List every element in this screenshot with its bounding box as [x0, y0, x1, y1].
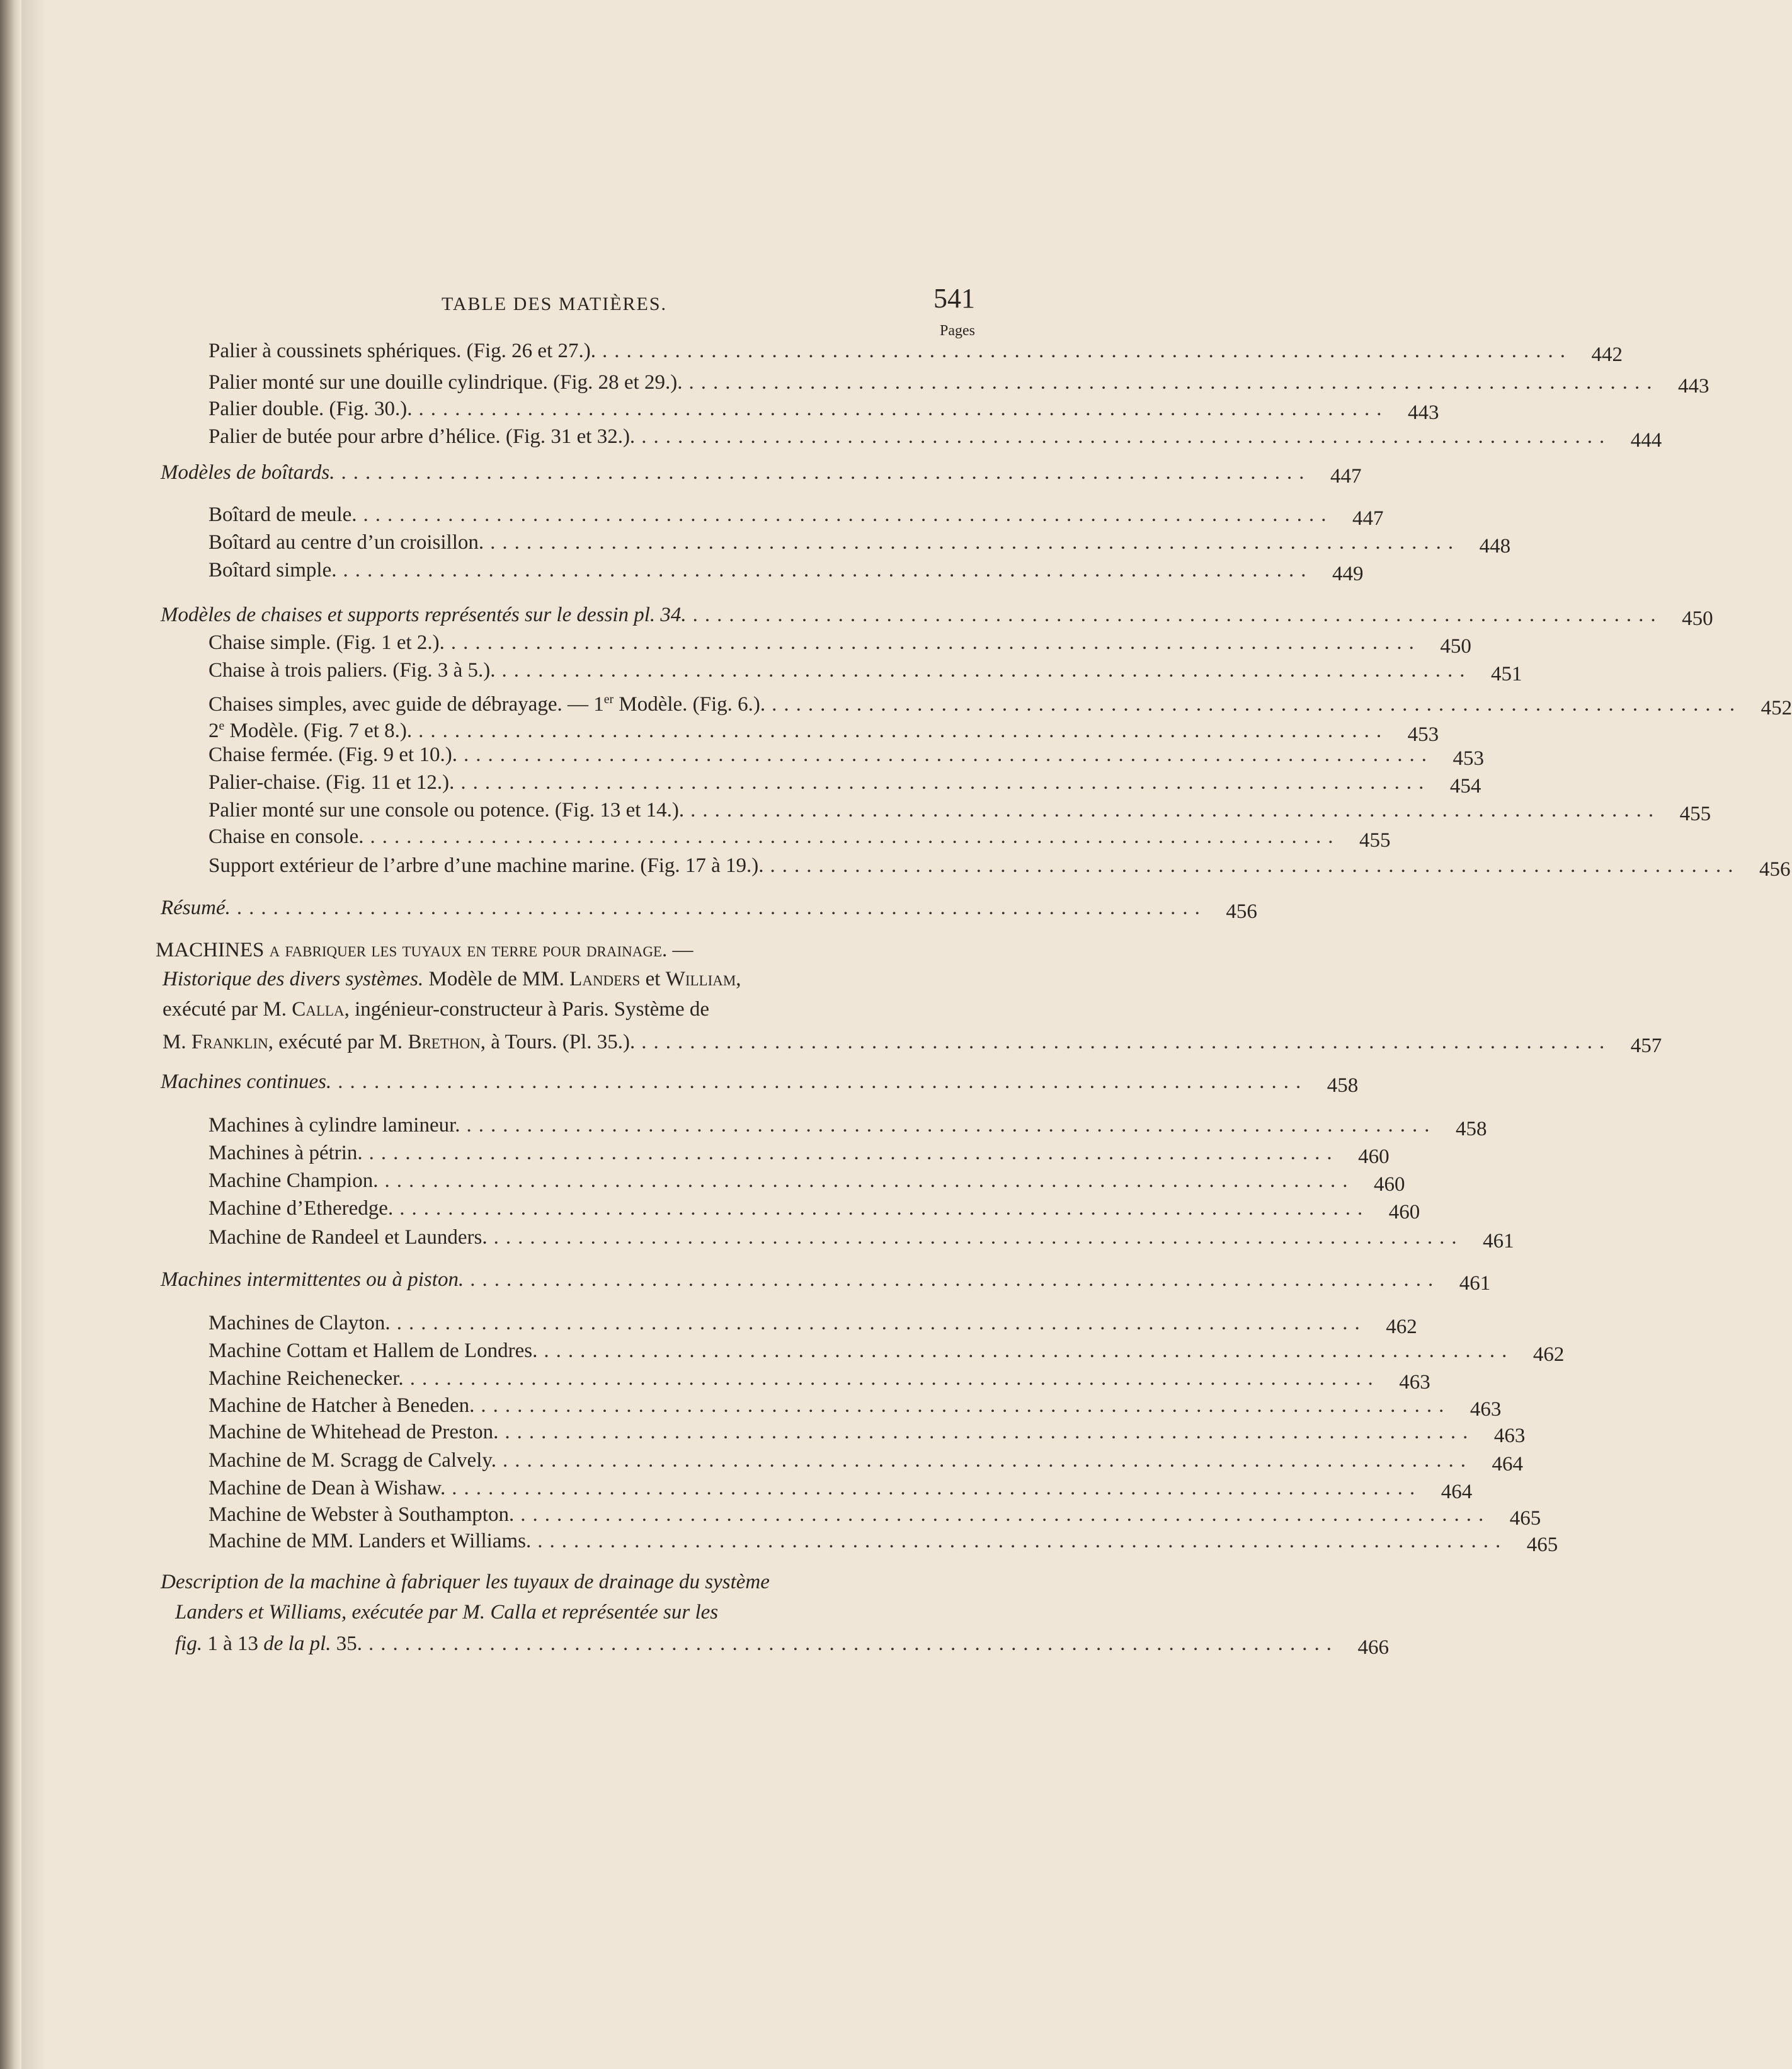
toc-entry: [208, 1111, 1487, 1140]
dot-leader: ................................................................................: [505, 1421, 1475, 1443]
page-number: 541: [933, 283, 975, 314]
entry-page-number: 443: [1408, 401, 1439, 424]
dot-leader: ................................................................................: [520, 1503, 1491, 1526]
entry-label: [208, 1224, 488, 1251]
toc-entry: [161, 894, 1257, 923]
entry-page-number: 466: [1357, 1636, 1389, 1659]
toc-entry: [208, 852, 1791, 881]
entry-text-run: Modèle. (Fig. 7 et 8.).: [224, 719, 413, 742]
toc-entry-continuation: [156, 936, 693, 964]
entry-page-number: 464: [1441, 1481, 1473, 1503]
entry-page-number: 443: [1677, 375, 1709, 398]
entry-label: [161, 601, 687, 629]
toc-entry-continuation: [161, 1568, 770, 1596]
entry-text-run: Boîtard au centre d’un croisillon.: [208, 531, 484, 554]
dot-leader: ................................................................................: [688, 371, 1659, 394]
entry-text-run: fig.: [175, 1632, 203, 1655]
entry-label: [208, 1418, 498, 1446]
entry-text-run: Machine d’Etheredge.: [208, 1197, 394, 1220]
entry-text-run: Machine Cottam et Hallem de Londres.: [208, 1339, 538, 1362]
entry-label: [208, 1447, 496, 1474]
entry-page-number: 454: [1449, 775, 1481, 798]
entry-text-run: Palier monté sur une console ou potence. (Fig. 13 et 14.).: [208, 799, 685, 822]
entry-label: [208, 769, 454, 796]
page-binding-edge: [0, 0, 21, 2069]
entry-text-run: MACHINES: [156, 939, 270, 961]
entry-text-run: Landers: [569, 968, 641, 990]
entry-label: [175, 1598, 718, 1626]
toc-entry: [208, 1167, 1405, 1196]
dot-leader: ................................................................................: [690, 799, 1661, 822]
entry-text-run: Historique des divers systèmes.: [163, 968, 424, 990]
entry-page-number: 453: [1452, 747, 1484, 770]
entry-label: [208, 656, 496, 684]
toc-entry: [208, 501, 1384, 530]
dot-leader: ................................................................................: [399, 1197, 1370, 1220]
entry-text-run: Support extérieur de l’arbre d’une machine marine. (Fig. 17 à 19.).: [208, 854, 764, 877]
entry-text-run: a fabriquer les tuyaux en terre pour drainage.: [269, 939, 668, 961]
entry-label: [208, 823, 364, 851]
entry-label: [208, 852, 764, 880]
dot-leader: ................................................................................: [460, 771, 1431, 794]
entry-label: [208, 629, 445, 656]
dot-leader: ................................................................................: [466, 1114, 1437, 1137]
entry-label: [163, 1028, 635, 1056]
dot-leader: ................................................................................: [772, 693, 1742, 716]
entry-text-run: Modèle de MM.: [423, 968, 570, 990]
entry-page-number: 452: [1761, 697, 1792, 719]
entry-page-number: 463: [1399, 1371, 1430, 1394]
toc-entry: [208, 1392, 1502, 1421]
entry-page-number: 456: [1226, 900, 1257, 923]
entry-text-run: Modèle. (Fig. 6.).: [614, 693, 766, 716]
entry-page-number: 464: [1492, 1453, 1523, 1476]
dot-leader: ................................................................................: [470, 1268, 1441, 1291]
dot-leader: ................................................................................: [409, 1367, 1380, 1390]
dot-leader: ................................................................................: [501, 659, 1472, 682]
entry-label: [208, 1365, 404, 1392]
dot-leader: ................................................................................: [236, 897, 1207, 919]
toc-entry: [208, 1139, 1390, 1168]
entry-page-number: 463: [1493, 1424, 1526, 1447]
toc-entry: [208, 656, 1522, 685]
entry-text-run: Landers et Williams, exécutée par M. Calla et représentée sur les: [175, 1601, 719, 1624]
entry-page-number: 444: [1630, 429, 1662, 452]
entry-page-number: 465: [1509, 1507, 1541, 1530]
toc-entry: [208, 1195, 1420, 1224]
entry-label: [161, 459, 335, 486]
toc-entry: [208, 1501, 1541, 1530]
entry-text-run: , à Tours. (Pl. 35.).: [480, 1031, 636, 1053]
entry-page-number: 455: [1359, 829, 1391, 852]
toc-entry: [208, 423, 1662, 452]
entry-text-run: Boîtard de meule.: [208, 503, 357, 526]
entry-text-run: Machines à cylindre lamineur.: [208, 1114, 460, 1137]
toc-entry-continuation: [163, 995, 709, 1023]
entry-text-run: William: [665, 968, 736, 990]
entry-label: [208, 796, 684, 824]
entry-text-run: Palier de butée pour arbre d’hélice. (Fig. 31 et 32.).: [208, 425, 636, 448]
toc-entry: [208, 1365, 1430, 1394]
entry-text-run: 35.: [331, 1632, 362, 1655]
entry-text-run: Chaise en console.: [208, 825, 364, 848]
entry-label: [175, 1630, 362, 1658]
entry-label: [208, 1167, 378, 1195]
dot-leader: ................................................................................: [450, 631, 1421, 654]
entry-label: [208, 1527, 531, 1555]
toc-entry: [161, 459, 1362, 488]
entry-text-run: Chaise simple. (Fig. 1 et 2.).: [208, 631, 445, 654]
toc-entry: [208, 1447, 1523, 1476]
entry-text-run: er: [603, 692, 614, 706]
entry-text-run: Machine de MM. Landers et Williams.: [208, 1530, 532, 1552]
entry-label: [208, 1474, 445, 1502]
entry-text-run: et: [640, 968, 666, 990]
entry-page-number: 450: [1440, 635, 1471, 658]
entry-page-number: 450: [1682, 607, 1713, 630]
toc-entry: [208, 1337, 1565, 1366]
entry-text-run: Machine de Dean à Wishaw.: [208, 1477, 446, 1499]
entry-text-run: Modèles de chaises et supports représentés sur le dessin pl. 34.: [161, 604, 687, 626]
entry-label: [163, 965, 741, 993]
entry-text-run: —: [667, 939, 693, 961]
entry-text-run: ,: [736, 968, 741, 990]
entry-text-run: de la pl.: [263, 1632, 331, 1655]
entry-text-run: Calla: [292, 998, 345, 1021]
dot-leader: ................................................................................: [544, 1339, 1514, 1362]
entry-text-run: , ingénieur-constructeur à Paris. Système de: [344, 998, 710, 1021]
dot-leader: ................................................................................: [481, 1394, 1451, 1417]
dot-leader: ................................................................................: [490, 531, 1461, 554]
toc-entry: [208, 1224, 1514, 1252]
entry-text-run: M.: [163, 1031, 191, 1053]
dot-leader: ................................................................................: [537, 1530, 1508, 1552]
dot-leader: ................................................................................: [368, 1632, 1338, 1655]
entry-page-number: 448: [1479, 535, 1511, 558]
dot-leader: ................................................................................: [384, 1169, 1355, 1192]
entry-page-number: 462: [1386, 1315, 1417, 1338]
running-header-title: TABLE DES MATIÈRES.: [441, 294, 668, 314]
entry-label: [208, 741, 457, 769]
toc-entry: [161, 1068, 1359, 1097]
entry-text-run: Palier à coussinets sphériques. (Fig. 26 et 27.).: [208, 340, 596, 362]
entry-label: [208, 712, 412, 745]
entry-label: [208, 423, 635, 450]
toc-entry-continuation: [175, 1598, 718, 1626]
entry-label: [208, 1392, 474, 1419]
entry-text-run: Machine de M. Scragg de Calvely.: [208, 1449, 496, 1472]
entry-text-run: Machine de Webster à Southampton.: [208, 1503, 515, 1526]
toc-entry: [208, 1309, 1417, 1338]
toc-entry: [161, 1266, 1491, 1295]
dot-leader: ................................................................................: [641, 1031, 1612, 1053]
entry-text-run: Machines intermittentes ou à piston.: [161, 1268, 464, 1291]
toc-entry: [208, 1474, 1473, 1503]
toc-entry: [208, 529, 1511, 558]
dot-leader: ................................................................................: [770, 854, 1740, 877]
entry-label: [208, 337, 596, 365]
entry-text-run: 1 à 13: [202, 1632, 264, 1655]
toc-entry: [208, 629, 1471, 658]
entry-page-number: 442: [1591, 343, 1623, 366]
entry-page-number: 447: [1330, 465, 1362, 488]
entry-label: [156, 936, 693, 964]
entry-text-run: Franklin: [191, 1031, 268, 1053]
dot-leader: ................................................................................: [692, 604, 1663, 626]
toc-entry: [175, 1630, 1389, 1659]
toc-entry: [208, 823, 1391, 852]
entry-page-number: 460: [1358, 1145, 1390, 1168]
entry-label: [208, 529, 484, 556]
entry-page-number: 458: [1456, 1118, 1487, 1140]
dot-leader: ................................................................................: [493, 1226, 1464, 1249]
entry-text-run: Brethon: [408, 1031, 481, 1053]
entry-text-run: Machine de Hatcher à Beneden.: [208, 1394, 475, 1417]
entry-text-run: Machine de Whitehead de Preston.: [208, 1421, 499, 1443]
entry-label: [161, 1568, 770, 1596]
entry-label: [208, 1337, 537, 1365]
entry-text-run: exécuté par M.: [163, 998, 292, 1021]
dot-leader: ................................................................................: [452, 1477, 1422, 1499]
toc-entry: [208, 769, 1481, 798]
toc-entry: [208, 337, 1623, 366]
entry-page-number: 461: [1459, 1272, 1491, 1295]
dot-leader: ................................................................................: [418, 398, 1389, 420]
entry-text-run: e: [219, 719, 225, 733]
dot-leader: ................................................................................: [370, 825, 1340, 848]
entry-page-number: 455: [1679, 803, 1711, 825]
toc-entry: [208, 395, 1439, 424]
entry-page-number: 461: [1483, 1230, 1514, 1252]
entry-page-number: 463: [1470, 1398, 1502, 1421]
entry-text-run: Palier-chaise. (Fig. 11 et 12.).: [208, 771, 455, 794]
entry-text-run: Machine de Randeel et Launders.: [208, 1226, 488, 1249]
dot-leader: ................................................................................: [363, 503, 1333, 526]
entry-label: [208, 1501, 514, 1528]
entry-page-number: 449: [1332, 563, 1364, 585]
toc-entry: [208, 796, 1711, 825]
entry-text-run: 2: [208, 719, 219, 742]
entry-text-run: Machine Reichenecker.: [208, 1367, 404, 1390]
entry-label: [208, 1111, 460, 1139]
entry-text-run: Machines à pétrin.: [208, 1142, 363, 1164]
toc-entry: [161, 601, 1713, 630]
entry-text-run: Modèles de boîtards.: [161, 461, 335, 484]
entry-text-run: Machines continues.: [161, 1070, 332, 1093]
toc-entry: [208, 741, 1484, 770]
entry-label: [208, 1195, 393, 1222]
entry-text-run: Palier double. (Fig. 30.).: [208, 398, 413, 420]
entry-label: [163, 995, 709, 1023]
entry-label: [161, 894, 231, 922]
entry-text-run: Résumé.: [161, 897, 231, 919]
entry-text-run: , exécuté par M.: [268, 1031, 408, 1053]
entry-page-number: 456: [1759, 858, 1791, 881]
toc-entry: [208, 1418, 1526, 1447]
entry-page-number: 447: [1352, 507, 1384, 530]
entry-label: [208, 369, 682, 396]
entry-text-run: Chaise à trois paliers. (Fig. 3 à 5.).: [208, 659, 496, 682]
toc-entry-continuation: [163, 965, 741, 993]
entry-text-run: Machine Champion.: [208, 1169, 379, 1192]
dot-leader: ................................................................................: [396, 1312, 1367, 1334]
toc-entry: [208, 369, 1709, 398]
entry-page-number: 453: [1407, 723, 1439, 746]
entry-page-number: 460: [1373, 1173, 1405, 1196]
dot-leader: ................................................................................: [418, 719, 1389, 742]
entry-text-run: Description de la machine à fabriquer les tuyaux de drainage du système: [161, 1571, 770, 1593]
entry-text-run: Chaises simples, avec guide de débrayage. — 1: [208, 693, 604, 716]
entry-text-run: Palier monté sur une douille cylindrique. (Fig. 28 et 29.).: [208, 371, 683, 394]
entry-label: [208, 556, 336, 584]
entry-text-run: Machines de Clayton.: [208, 1312, 391, 1334]
dot-leader: ................................................................................: [343, 559, 1313, 582]
page-gutter-shadow: [21, 0, 47, 2069]
entry-text-run: Boîtard simple.: [208, 559, 337, 582]
entry-label: [208, 501, 357, 529]
toc-entry: [208, 1527, 1558, 1556]
entry-page-number: 458: [1327, 1074, 1359, 1097]
entry-page-number: 460: [1388, 1201, 1420, 1224]
entry-label: [161, 1068, 331, 1096]
entry-page-number: 457: [1630, 1034, 1662, 1057]
pages-column-label: Pages: [940, 323, 975, 339]
dot-leader: ................................................................................: [463, 743, 1434, 766]
dot-leader: ................................................................................: [502, 1449, 1473, 1472]
toc-entry: [208, 712, 1439, 746]
dot-leader: ................................................................................: [368, 1142, 1339, 1164]
dot-leader: ................................................................................: [602, 340, 1572, 362]
entry-page-number: 465: [1526, 1533, 1558, 1556]
entry-page-number: 451: [1491, 663, 1522, 685]
dot-leader: ................................................................................: [341, 461, 1311, 484]
dot-leader: ................................................................................: [338, 1070, 1308, 1093]
entry-page-number: 462: [1532, 1343, 1565, 1366]
entry-label: [208, 1309, 391, 1337]
entry-label: [208, 395, 413, 423]
dot-leader: ................................................................................: [641, 425, 1612, 448]
toc-entry: [163, 1028, 1662, 1057]
entry-label: [208, 1139, 363, 1167]
entry-label: [161, 1266, 464, 1293]
toc-entry: [208, 556, 1364, 585]
entry-text-run: Chaise fermée. (Fig. 9 et 10.).: [208, 743, 457, 766]
